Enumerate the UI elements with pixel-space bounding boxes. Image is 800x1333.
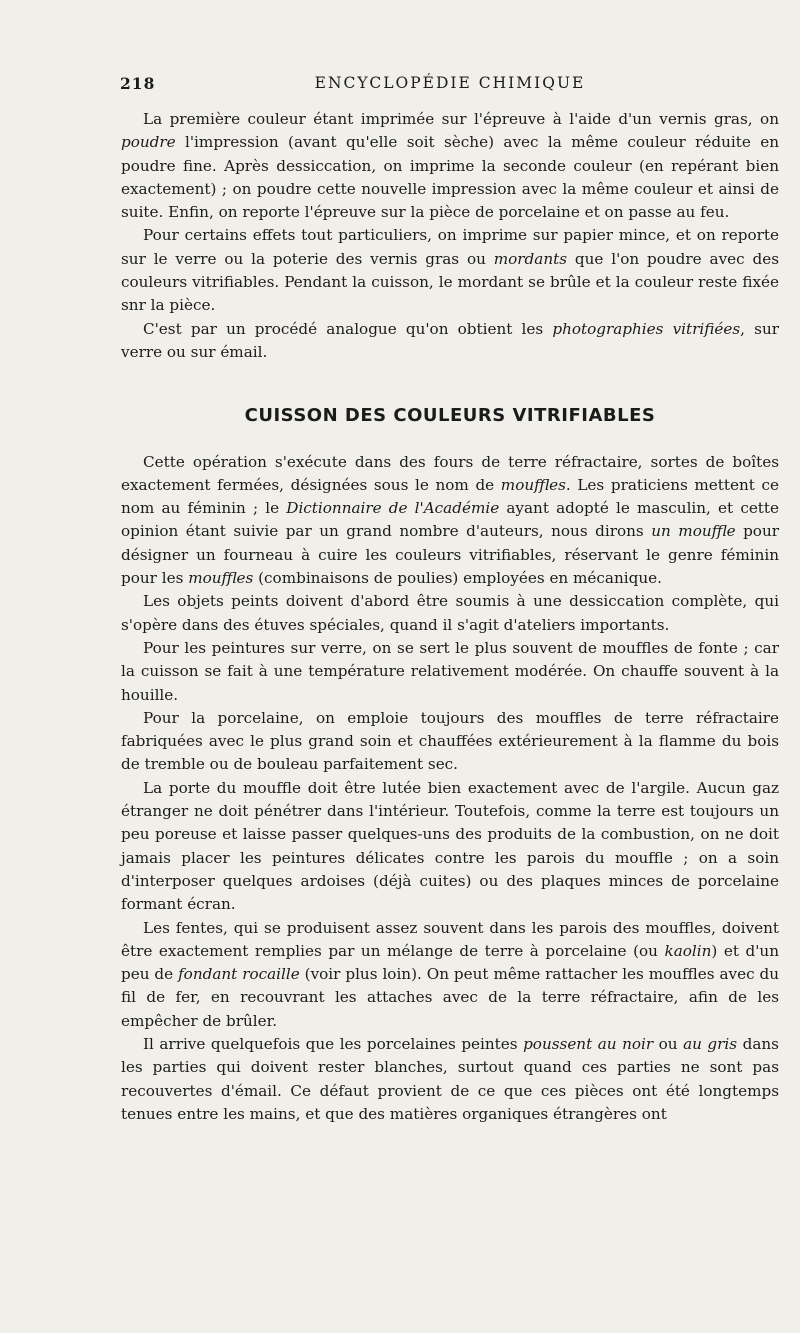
text-run: l'impression (avant qu'elle soit sèche) avec la même couleur réduite en poudre fine. Après dessiccation, on imprime la seconde couleur (en repérant bien exactement) ; on poudre cette nouvelle impression avec la même couleur et ainsi de suite. Enfin, on reporte l'épreuve sur la pièce de porcelaine et on passe au feu. — [121, 133, 779, 222]
paragraph — [121, 590, 779, 637]
italic-term: au gris — [683, 1034, 738, 1053]
italic-term: mordants — [493, 249, 568, 268]
italic-term: poudre — [121, 133, 176, 152]
text-run: . Les praticiens mettent ce nom au féminin ; le — [121, 475, 779, 518]
section-heading: CUISSON DES COULEURS VITRIFIABLES — [244, 405, 656, 427]
paragraph — [121, 637, 779, 707]
text-run: , sur verre ou sur émail. — [121, 319, 779, 361]
paragraph — [121, 108, 779, 224]
italic-term: poussent au noir — [523, 1034, 654, 1053]
text-run: Les fentes, qui se produisent assez souvent dans les parois des mouffles, doivent être exactement remplies par un mélange de terre à porcelaine (ou — [121, 918, 779, 960]
page-header — [120, 74, 780, 98]
page-body — [121, 108, 779, 1126]
italic-term: un mouffle — [651, 522, 736, 541]
text-run: Il arrive quelquefois que les porcelaines peintes — [143, 1034, 524, 1053]
paragraphs-before-heading — [121, 108, 779, 364]
text-run: C'est par un procédé analogue qu'on obtient les — [143, 319, 553, 338]
text-run: ) et d'un peu de — [121, 941, 779, 984]
text-run: La première couleur étant imprimée sur l'épreuve à l'aide d'un vernis gras, on — [143, 110, 779, 128]
text-run: ou — [653, 1034, 684, 1053]
italic-term: fondant rocaille — [178, 965, 300, 984]
text-run: (combinaisons de poulies) employées en mécanique. — [253, 569, 662, 588]
running-head: ENCYCLOPÉDIE CHIMIQUE — [314, 74, 586, 92]
text-run: Pour les peintures sur verre, on se sert le plus souvent de mouffles de fonte ; car la cuisson se fait à une température relativement modérée. On chauffe souvent à la houille. — [121, 638, 779, 704]
text-run: La porte du mouffle doit être lutée bien exactement avec de l'argile. Aucun gaz étranger ne doit pénétrer dans l'intérieur. Toutefois, comme la terre est toujours un peu poreuse et laisse passer quelques-uns des produits de la combustion, on ne doit jamais placer les peintures délicates contre les parois du mouffle ; on a soin d'interposer quelques ardoises (déjà cuites) ou des plaques minces de porcelaine formant écran. — [121, 778, 779, 914]
paragraphs-after-heading — [121, 451, 779, 1127]
paragraph — [121, 777, 779, 917]
italic-term: kaolin — [664, 941, 712, 960]
paragraph — [121, 707, 779, 777]
italic-term: mouffles — [500, 475, 566, 494]
text-run: dans les parties qui doivent rester blanches, surtout quand ces parties ne sont pas recouvertes d'émail. Ce défaut provient de ce que ces pièces ont été longtemps tenues entre les mains, et que des matières organiques étrangères ont — [121, 1034, 779, 1123]
paragraph — [121, 318, 779, 365]
text-run: que l'on poudre avec des couleurs vitrifiables. Pendant la cuisson, le mordant se brûle et la couleur reste fixée snr la pièce. — [121, 249, 779, 315]
paragraph — [121, 224, 779, 317]
text-run: (voir plus loin). On peut même rattacher les mouffles avec du fil de fer, en recouvrant les attaches avec de la terre réfractaire, afin de les empêcher de brûler. — [121, 965, 780, 1030]
italic-term: mouffles — [188, 569, 254, 588]
paragraph — [121, 1033, 779, 1126]
italic-term: Dictionnaire de l'Académie — [286, 499, 500, 518]
paragraph — [121, 451, 779, 591]
page-number: 218 — [120, 74, 156, 93]
italic-term: photographies vitrifiées — [552, 319, 741, 338]
text-run: pour désigner un fourneau à cuire les couleurs vitrifiables, réservant le genre féminin pour les — [121, 522, 779, 588]
text-run: Cette opération s'exécute dans des fours de terre réfractaire, sortes de boîtes exactement fermées, désignées sous le nom de — [121, 452, 779, 494]
text-run: Les objets peints doivent d'abord être soumis à une dessiccation complète, qui s'opère dans des étuves spéciales, quand il s'agit d'ateliers importants. — [121, 592, 779, 634]
text-run: Pour certains effets tout particuliers, on imprime sur papier mince, et on reporte sur le verre ou la poterie des vernis gras ou — [121, 226, 779, 268]
text-run: Pour la porcelaine, on emploie toujours des mouffles de terre réfractaire fabriquées avec le plus grand soin et chauffées extérieurement à la flamme du bois de tremble ou de bouleau parfaitement sec. — [121, 708, 779, 774]
text-run: ayant adopté le masculin, et cette opinion étant suivie par un grand nombre d'auteurs, nous dirons — [121, 499, 780, 541]
paragraph — [121, 917, 779, 1033]
